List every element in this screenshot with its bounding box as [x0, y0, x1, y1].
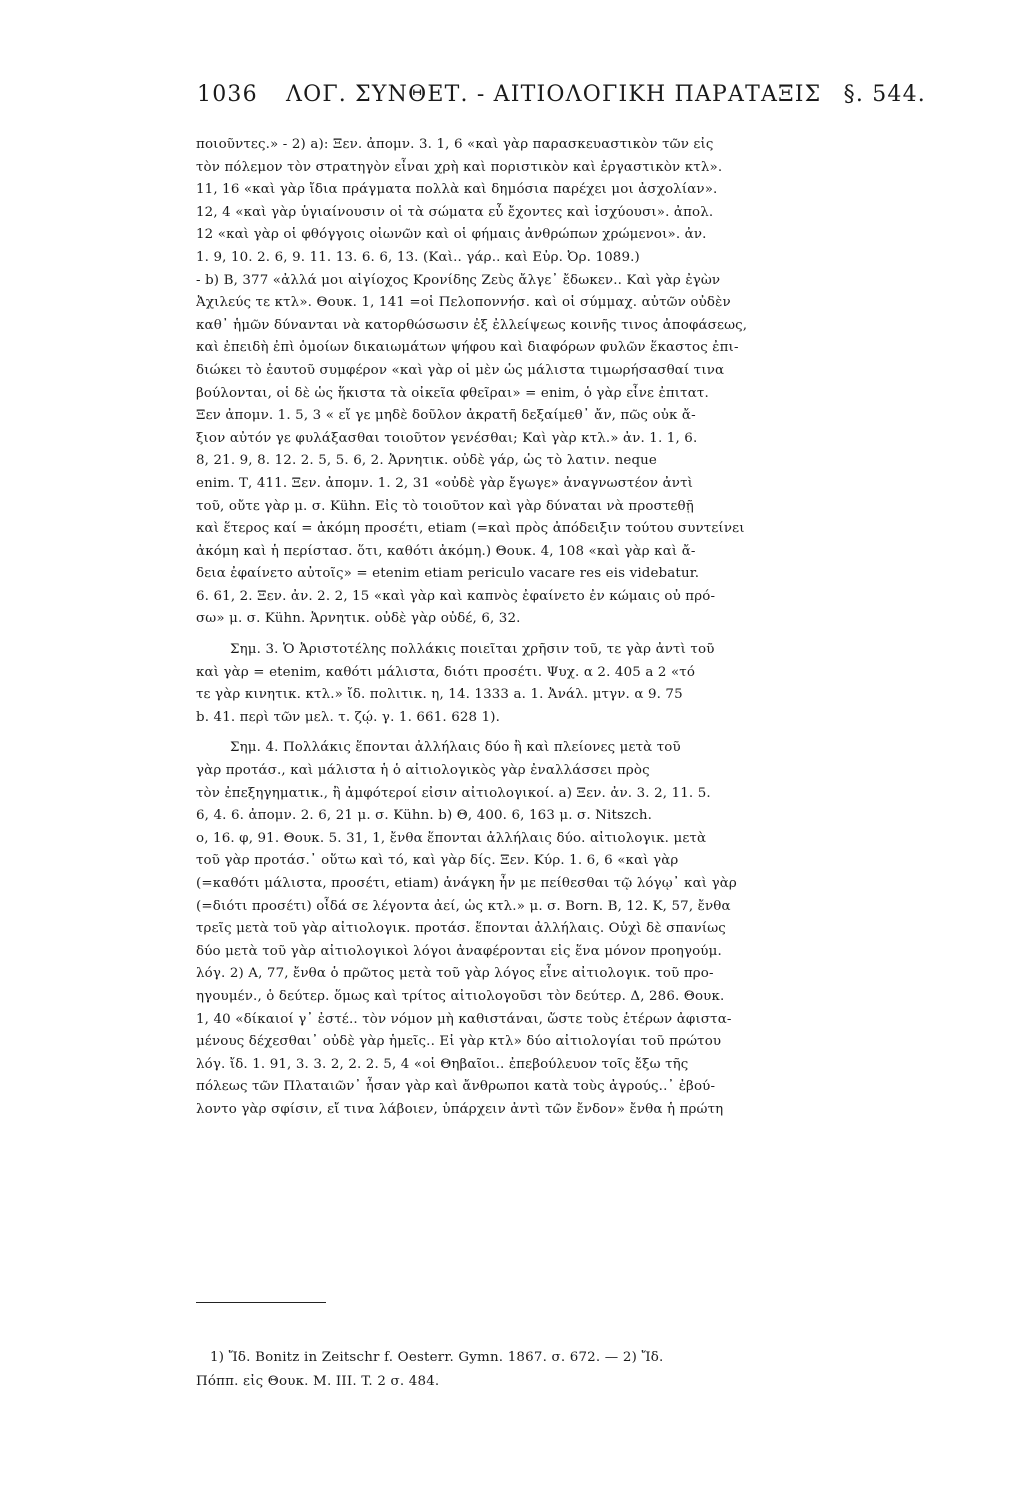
text-line: γὰρ προτάσ., καὶ μάλιστα ἡ ὁ αἰτιολογικὸς γὰρ ἐναλλάσσει πρὸς [196, 763, 650, 779]
text-line: 12 «καὶ γὰρ οἱ φθόγγοις οἰωνῶν καὶ οἱ φήμαις ἀνθρώπων χρώμενοι». ἀν. [196, 227, 707, 243]
remark-4-line: Σημ. 4. Πολλάκις ἕπονται ἀλλήλαις δύο ἢ καὶ πλείονες μετὰ τοῦ [230, 740, 681, 756]
text-line: ξιον αὐτόν γε φυλάξασθαι τοιοῦτον γενέσθαι; Καὶ γὰρ κτλ.» ἀν. 1. 1, 6. [196, 430, 698, 446]
text-line: enim. Τ, 411. Ξεν. ἀπομν. 1. 2, 31 «οὐδὲ γὰρ ἔγωγε» ἀναγνωστέον ἀντὶ [196, 475, 694, 491]
text-line: καὶ γὰρ = etenim, καθότι μάλιστα, διότι προσέτι. Ψυχ. α 2. 405 a 2 «τό [196, 664, 696, 680]
text-line: καὶ ἕτερος καί = ἀκόμη προσέτι, etiam (=καὶ πρὸς ἀπόδειξιν τούτου συντείνει [196, 521, 745, 537]
text-line: (=διότι προσέτι) οἶδά σε λέγοντα ἀεί, ὡς κτλ.» μ. σ. Born. B, 12. Κ, 57, ἔνθα [196, 898, 731, 914]
text-line: τὸν ἐπεξηγηματικ., ἢ ἀμφότεροί εἰσιν αἰτιολογικοί. a) Ξεν. ἀν. 3. 2, 11. 5. [196, 785, 711, 801]
text-line: 11, 16 «καὶ γὰρ ἴδια πράγματα πολλὰ καὶ δημόσια παρέχει μοι ἀσχολίαν». [196, 182, 718, 198]
running-header [197, 82, 926, 116]
paragraph-gap [196, 631, 884, 639]
text-line: 1. 9, 10. 2. 6, 9. 11. 13. 6. 6, 13. (Καὶ.. γάρ.. καὶ Εὐρ. Ὀρ. 1089.) [196, 249, 640, 265]
text-line: τὸν πόλεμον τὸν στρατηγὸν εἶναι χρὴ καὶ ποριστικὸν καὶ ἐργαστικὸν κτλ». [196, 159, 723, 175]
text-line: δεια ἐφαίνετο αὐτοῖς» = etenim etiam periculo vacare res eis videbatur. [196, 566, 700, 582]
page-number: 1036 [197, 82, 258, 107]
text-line: τοῦ γὰρ προτάσ.᾽ οὕτω καὶ τό, καὶ γὰρ δίς. Ξεν. Κύρ. 1. 6, 6 «καὶ γὰρ [196, 853, 679, 869]
text-line: τοῦ, οὔτε γὰρ μ. σ. Kühn. Εἰς τὸ τοιοῦτον καὶ γὰρ δύναται νὰ προστεθῇ [196, 498, 694, 514]
text-line: δύο μετὰ τοῦ γὰρ αἰτιολογικοὶ λόγοι ἀναφέρονται εἰς ἕνα μόνον προηγούμ. [196, 943, 722, 959]
footnote-line: Πόππ. εἰς Θουκ. M. III. T. 2 σ. 484. [196, 1374, 440, 1389]
text-line: βούλονται, οἱ δὲ ὡς ἥκιστα τὰ οἰκεῖα φθεῖραι» = enim, ὁ γὰρ εἶνε ἐπιτατ. [196, 385, 709, 401]
paragraph-gap [196, 729, 884, 737]
remark-3-line: Σημ. 3. Ὁ Ἀριστοτέλης πολλάκις ποιεῖται χρῆσιν τοῦ, τε γὰρ ἀντὶ τοῦ [230, 642, 715, 658]
text-line: τρεῖς μετὰ τοῦ γὰρ αἰτιολογικ. προτάσ. ἕπονται ἀλλήλαις. Οὐχὶ δὲ σπανίως [196, 921, 726, 937]
main-text [196, 134, 884, 1122]
text-line: 8, 21. 9, 8. 12. 2. 5, 5. 6, 2. Ἀρνητικ. οὐδὲ γάρ, ὡς τὸ λατιν. neque [196, 453, 658, 469]
text-line: ποιοῦντες.» - 2) a): Ξεν. ἀπομν. 3. 1, 6 «καὶ γὰρ παρασκευαστικὸν τῶν εἰς [196, 137, 714, 152]
section-number: §. 544. [843, 82, 926, 107]
text-line: λοντο γὰρ σφίσιν, εἴ τινα λάβοιεν, ὑπάρχειν ἀντὶ τῶν ἔνδον» ἔνθα ἡ πρώτη [196, 1101, 724, 1117]
text-line: Ἀχιλεύς τε κτλ». Θουκ. 1, 141 =οἱ Πελοποννήσ. καὶ οἱ σύμμαχ. αὐτῶν οὐδὲν [196, 295, 731, 311]
text-line: 6. 61, 2. Ξεν. ἀν. 2. 2, 15 «καὶ γὰρ καὶ καπνὸς ἐφαίνετο ἐν κώμαις οὐ πρό- [196, 588, 716, 604]
text-line: τε γὰρ κινητικ. κτλ.» ἴδ. πολιτικ. η, 14. 1333 a. 1. Ἀνάλ. μτγν. α 9. 75 [196, 687, 683, 703]
text-line: ἀκόμη καὶ ἡ περίστασ. ὅτι, καθότι ἀκόμη.) Θουκ. 4, 108 «καὶ γὰρ καὶ ἄ- [196, 543, 696, 559]
text-line: σω» μ. σ. Kühn. Ἀρνητικ. οὐδὲ γὰρ οὐδέ, 6, 32. [196, 611, 521, 627]
text-line: ηγουμέν., ὁ δεύτερ. ὅμως καὶ τρίτος αἰτιολογοῦσι τὸν δεύτερ. Δ, 286. Θουκ. [196, 988, 725, 1004]
text-line: πόλεως τῶν Πλαταιῶν᾽ ἦσαν γὰρ καὶ ἄνθρωποι κατὰ τοὺς ἀγρούς..᾽ ἐβού- [196, 1079, 716, 1095]
text-line: λόγ. ἴδ. 1. 91, 3. 3. 2, 2. 2. 5, 4 «οἱ Θηβαῖοι.. ἐπεβούλευον τοῖς ἔξω τῆς [196, 1056, 689, 1072]
text-line: Ξεν ἀπομν. 1. 5, 3 « εἴ γε μηδὲ δοῦλον ἀκρατῆ δεξαίμεθ᾽ ἄν, πῶς οὐκ ἄ- [196, 408, 696, 424]
text-line: (=καθότι μάλιστα, προσέτι, etiam) ἀνάγκη ἦν με πείθεσθαι τῷ λόγῳ᾽ καὶ γὰρ [196, 876, 737, 891]
text-line: b. 41. περὶ τῶν μελ. τ. ζῴ. γ. 1. 661. 628 1). [196, 709, 501, 725]
text-line: - b) B, 377 «ἀλλά μοι αἰγίοχος Κρονίδης Ζεὺς ἄλγε᾽ ἔδωκεν.. Καὶ γὰρ ἐγὼν [196, 272, 721, 288]
footnote-rule [196, 1302, 326, 1303]
text-line: 1, 40 «δίκαιοί γ᾽ ἐστέ.. τὸν νόμον μὴ καθιστάναι, ὥστε τοὺς ἑτέρων ἀφιστα- [196, 1011, 732, 1027]
text-line: διώκει τὸ ἑαυτοῦ συμφέρον «καὶ γὰρ οἱ μὲν ὡς μάλιστα τιμωρήσασθαί τινα [196, 362, 725, 378]
text-line: ο, 16. φ, 91. Θουκ. 5. 31, 1, ἔνθα ἕπονται ἀλλήλαις δύο. αἰτιολογικ. μετὰ [196, 830, 707, 846]
text-line: καὶ ἐπειδὴ ἐπὶ ὁμοίων δικαιωμάτων ψήφου καὶ διαφόρων φυλῶν ἕκαστος ἐπι- [196, 340, 739, 356]
footnotes [196, 1346, 884, 1394]
running-title: ΛΟΓ. ΣΥΝΘΕΤ. - ΑΙΤΙΟΛΟΓΙΚΗ ΠΑΡΑΤΑΞΙΣ [286, 82, 822, 107]
text-line: καθ᾽ ἡμῶν δύνανται νὰ κατορθώσωσιν ἐξ ἐλλείψεως κοινῆς τινος ἀποφάσεως, [196, 317, 748, 333]
text-line: μένους δέχεσθαι᾽ οὐδὲ γὰρ ἡμεῖς.. Εἰ γὰρ κτλ» δύο αἰτιολογίαι τοῦ πρώτου [196, 1034, 722, 1050]
text-line: 6, 4. 6. ἀπομν. 2. 6, 21 μ. σ. Kühn. b) Θ, 400. 6, 163 μ. σ. Nitszch. [196, 808, 653, 824]
text-line: 12, 4 «καὶ γὰρ ὑγιαίνουσιν οἱ τὰ σώματα εὖ ἔχοντες καὶ ἰσχύουσι». ἀπολ. [196, 204, 714, 220]
footnote-line: 1) Ἴδ. Bonitz in Zeitschr f. Oesterr. Gymn. 1867. σ. 672. — 2) Ἴδ. [210, 1350, 664, 1365]
text-line: λόγ. 2) A, 77, ἔνθα ὁ πρῶτος μετὰ τοῦ γὰρ λόγος εἶνε αἰτιολογικ. τοῦ προ- [196, 966, 714, 982]
